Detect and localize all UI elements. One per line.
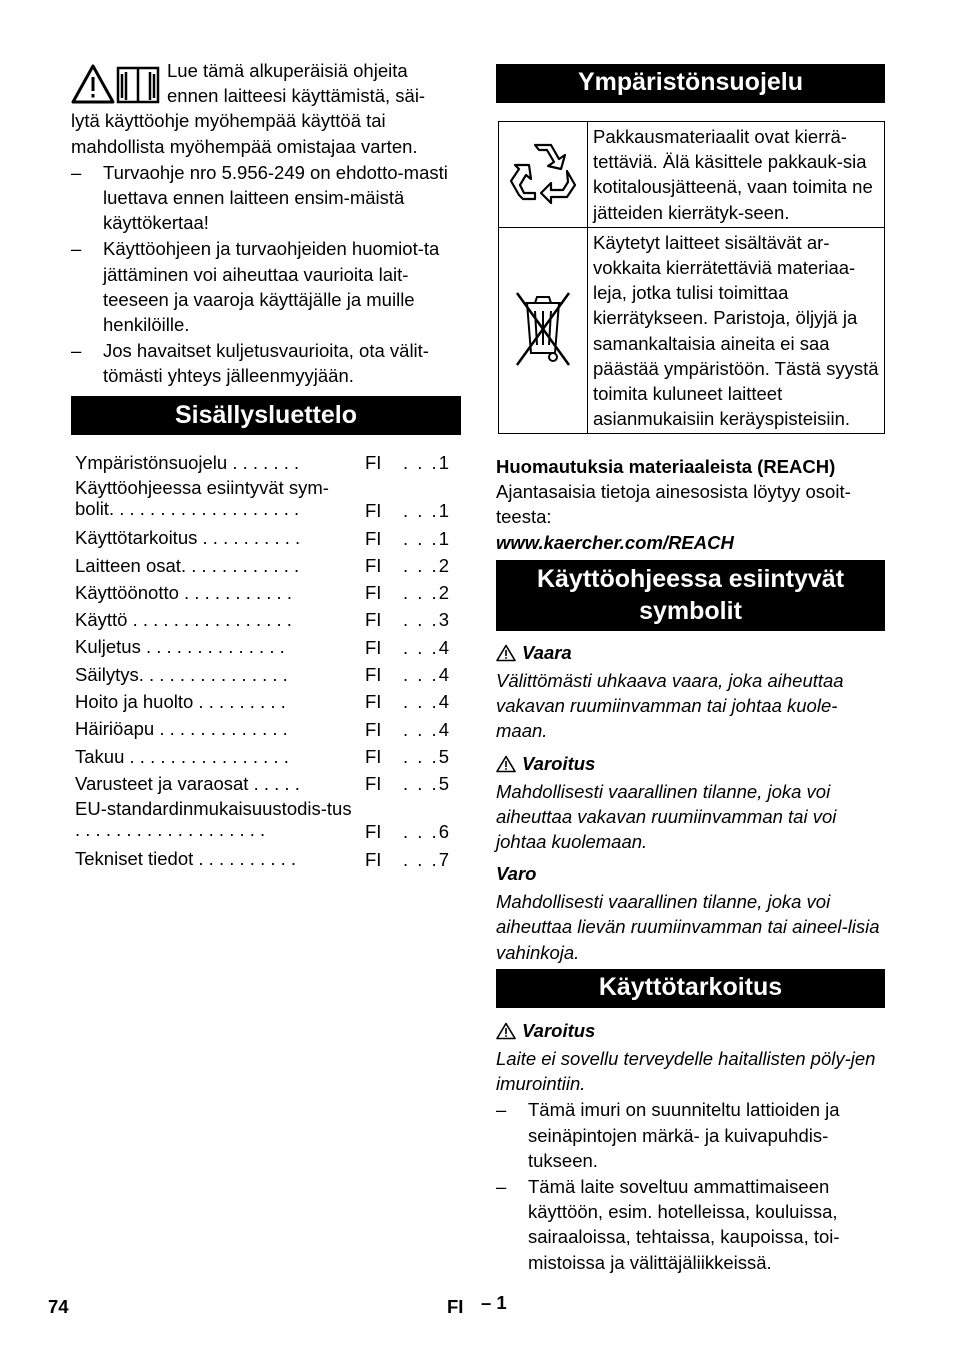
list-item: – Tämä imuri on suunniteltu lattioiden ja seinäpintojen märkä- ja kuivapuhdis-tukseen. (496, 1099, 840, 1171)
recycling-icon (505, 133, 581, 209)
crossed-out-bin-icon (513, 283, 573, 373)
toc-row[interactable]: EU-standardinmukaisuustodis-tus . . . . . . . . . . . . . . . . . . . FI . . .6 (75, 798, 451, 843)
use-heading: Käyttötarkoitus (496, 969, 885, 1008)
use-section (496, 1018, 886, 1275)
toc-row[interactable]: Kuljetus . . . . . . . . . . . . . . FI . . .4 (75, 636, 451, 658)
warning-icon (73, 66, 113, 102)
manual-book-icon (118, 68, 158, 102)
warning-and-manual-icons (71, 62, 161, 108)
intro-section (71, 58, 461, 389)
toc-row[interactable]: Varusteet ja varaosat . . . . . FI . . .5 (75, 772, 451, 795)
list-item: – Turvaohje nro 5.956-249 on ehdotto-masti luettava ennen laitteen ensim-mäistä käyttökertaa! (71, 161, 448, 234)
use-list (496, 1097, 886, 1274)
toc-row[interactable]: Takuu . . . . . . . . . . . . . . . . FI . . .5 (75, 745, 451, 767)
warning-icon (496, 1022, 516, 1040)
page-number: 74 (48, 1296, 69, 1317)
recycling-text: Pakkausmateriaalit ovat kierrä-tettäviä. Älä käsittele pakkauk-sia kotitalousjätteenä, vaan toimita ne jätteiden kierrätyk-seen. (588, 122, 885, 228)
environment-table (498, 121, 885, 434)
intro-list (71, 160, 461, 389)
symbol-label-varoitus: Varoitus (496, 751, 886, 776)
list-item: – Jos havaitset kuljetusvaurioita, ota välit-tömästi yhteys jälleenmyyjään. (71, 340, 429, 387)
toc-row[interactable]: Käyttöönotto . . . . . . . . . . . FI . . .2 (75, 581, 451, 604)
reach-text: Ajantasaisia tietoja ainesosista löytyy osoit-teesta: (496, 481, 851, 528)
bin-text: Käytetyt laitteet sisältävät ar-vokkaita kierrätettäviä materiaa-leja, jotka tulisi toimittaa kierrätykseen. Paristoja, öljyjä ja samankaltaisia aineita ei saa päästää ympäristöön. Tästä syystä toimita kuluneet laitteet asianmukaisiin keräyspisteisiin. (588, 227, 885, 434)
symbols-heading-line-1: Käyttöohjeessa esiintyvät (536, 565, 845, 593)
reach-title: Huomautuksia materiaaleista (REACH) (496, 456, 836, 477)
warning-icon (496, 644, 516, 662)
toc-row[interactable]: Laitteen osat. . . . . . . . . . . . FI . . .2 (75, 554, 451, 576)
symbol-label-vaara: Vaara (496, 640, 886, 665)
intro-line-4: mahdollista myöhempää omistajaa varten. (71, 135, 418, 157)
footer-sub-page: – 1 (481, 1292, 507, 1313)
toc-row[interactable]: Häiriöapu . . . . . . . . . . . . . FI . . .4 (75, 718, 451, 740)
list-item: – Tämä laite soveltuu ammattimaiseen käyttöön, esim. hotelleissa, kouluissa, sairaaloissa, tehtaissa, kaupoissa, toi-mistoissa ja välittäjäliikkeissä. (496, 1176, 840, 1273)
toc-heading: Sisällysluettelo (71, 396, 461, 435)
env-heading: Ympäristönsuojelu (496, 64, 885, 103)
use-warning-label: Varoitus (496, 1018, 886, 1043)
table-of-contents (75, 450, 459, 874)
table-row (499, 122, 885, 228)
symbol-text-vaara: Välittömästi uhkaava vaara, joka aiheuttaa vakavan ruumiinvamman tai johtaa kuole-maan. (496, 670, 844, 742)
bin-icon-cell (499, 227, 588, 434)
list-item: – Käyttöohjeen ja turvaohjeiden huomiot-ta jättäminen voi aiheuttaa vaurioita lait-teeseen ja vaaroja käyttäjälle ja muille henkilöille. (71, 238, 440, 336)
toc-row[interactable]: Käyttöohjeessa esiintyvät sym-bolit. . . . . . . . . . . . . . . . . . . FI . . .1 (75, 477, 451, 522)
toc-row[interactable]: Säilytys. . . . . . . . . . . . . . . FI . . .4 (75, 663, 451, 686)
reach-section (496, 454, 886, 555)
use-warning-text: Laite ei sovellu terveydelle haitallisten pöly-jen imurointiin. (496, 1048, 876, 1095)
symbols-heading (496, 560, 885, 631)
toc-row[interactable]: Käyttö . . . . . . . . . . . . . . . . FI . . .3 (75, 609, 451, 631)
footer-lang: FI (447, 1296, 464, 1317)
toc-row[interactable]: Käyttötarkoitus . . . . . . . . . . FI . . .1 (75, 527, 451, 549)
intro-line-3: lytä käyttöohje myöhempää käyttöä tai (71, 110, 386, 132)
toc-row[interactable]: Tekniset tiedot . . . . . . . . . . FI . . .7 (75, 848, 451, 870)
toc-row[interactable]: Ympäristönsuojelu . . . . . . . FI . . .1 (75, 452, 451, 474)
table-row (499, 227, 885, 434)
intro-line-2: ennen laitteesi käyttämistä, säi- (167, 85, 426, 107)
intro-line-1: Lue tämä alkuperäisiä ohjeita (167, 60, 408, 81)
symbols-heading-line-2: symbolit (639, 597, 742, 625)
toc-row[interactable]: Hoito ja huolto . . . . . . . . . FI . . .4 (75, 691, 451, 713)
symbol-text-varo: Mahdollisesti vaarallinen tilanne, joka voi aiheuttaa lievän ruumiinvamman tai aineel-lisia vahinkoja. (496, 891, 880, 963)
symbols-section (496, 640, 886, 965)
recycling-icon-cell (499, 122, 588, 228)
symbol-text-varoitus: Mahdollisesti vaarallinen tilanne, joka voi aiheuttaa vakavan ruumiinvamman tai voi johtaa kuolemaan. (496, 780, 837, 853)
reach-link[interactable]: www.kaercher.com/REACH (496, 531, 734, 553)
warning-icon (496, 755, 516, 773)
symbol-label-varo: Varo (496, 863, 537, 885)
